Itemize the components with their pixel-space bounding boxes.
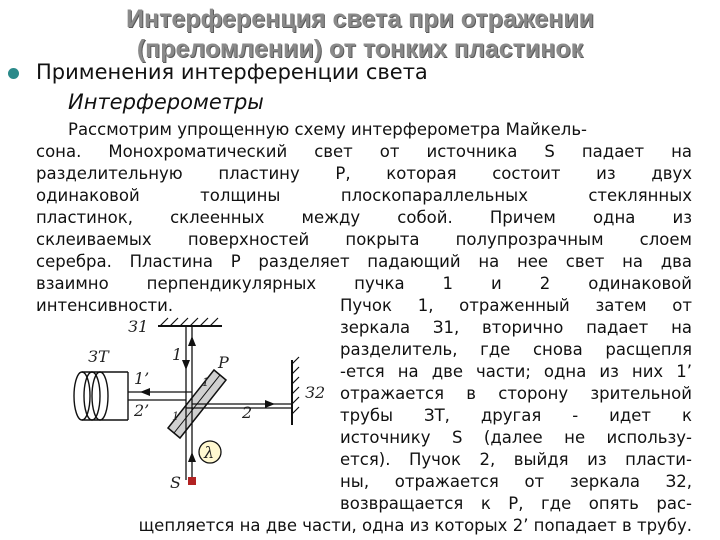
- label-z1: З1: [128, 317, 149, 336]
- text-line-19: возвращается к P, где опять рас-: [340, 494, 692, 513]
- label-s: S: [170, 473, 181, 492]
- section-subheading: Интерферометры: [68, 90, 264, 114]
- section-heading: Применения интерференции света: [36, 60, 428, 84]
- label-z2: З2: [305, 383, 326, 402]
- slide-title-line-1: Интерференция света при отражении: [126, 5, 594, 33]
- text-line-6: склеиваемых поверхностей покрыта полупрозрачным слоем: [36, 230, 692, 249]
- label-beam-2-prime: 2’: [134, 401, 150, 420]
- label-beam-1-prime: 1’: [134, 369, 150, 388]
- slide-title-line-2: (преломлении) от тонких пластинок: [136, 35, 584, 63]
- text-line-15: трубы ЗТ, другая - идет к: [340, 406, 692, 425]
- text-line-10: Пучок 1, отраженный затем от: [340, 296, 692, 315]
- text-line-8: взаимно перпендикулярных пучка 1 и 2 одинаковой: [36, 274, 692, 293]
- text-line-7: серебра. Пластина P разделяет падающий на нее свет на два: [36, 252, 692, 271]
- text-line-12: разделитель, где снова расщепля: [340, 340, 692, 359]
- mirror-z1: [158, 318, 222, 326]
- text-line-2: сона. Монохроматический свет от источника S падает на: [36, 142, 692, 161]
- label-splitter-2: 1: [172, 410, 179, 423]
- text-line-18: ны, отражается от зеркала З2,: [340, 472, 692, 491]
- label-zt: ЗТ: [88, 347, 109, 366]
- telescope: [74, 372, 128, 420]
- label-p: P: [218, 353, 229, 372]
- label-beam-2: 2: [242, 403, 253, 422]
- text-line-11: зеркала З1, вторично падает на: [340, 318, 692, 337]
- text-line-5: пластинок, склеенных между собой. Причем одна из: [36, 208, 692, 227]
- text-line-14: отражается в сторону зрительной: [340, 384, 692, 403]
- light-source: [188, 477, 196, 485]
- text-line-3: разделительную пластину P, которая состоит из двух: [36, 164, 692, 183]
- text-line-16: источнику S (далее не использу-: [340, 428, 692, 447]
- text-line-1: Рассмотрим упрощенную схему интерферометра Майкель-: [68, 120, 588, 139]
- label-splitter-1: 1: [202, 376, 209, 389]
- text-line-4: одинаковой толщины плоскопараллельных стеклянных: [36, 186, 692, 205]
- text-line-20: щепляется на две части, одна из которых 2’ попадает в трубу.: [138, 516, 692, 535]
- text-line-9: интенсивности.: [36, 296, 174, 315]
- mirror-z2: [292, 357, 299, 425]
- text-line-17: ется). Пучок 2, выйдя из пласти-: [340, 450, 692, 469]
- label-beam-1: 1: [172, 345, 183, 364]
- text-line-13: -ется на две части; одна из них 1’: [340, 362, 692, 381]
- label-lambda: λ: [204, 443, 215, 462]
